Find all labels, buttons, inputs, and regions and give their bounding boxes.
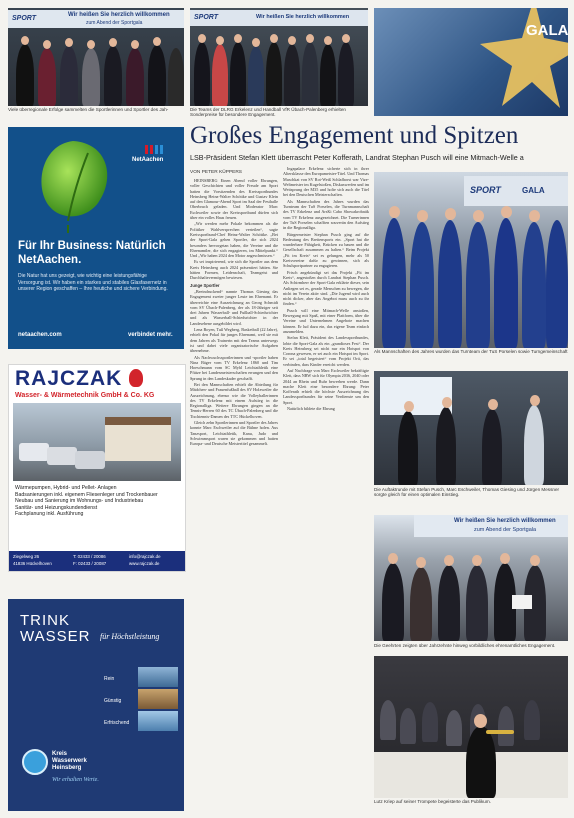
rajczak-address1: Ziegelweg 26	[13, 554, 40, 559]
article-paragraph: Gleich zehn Sportlerinnen und Sportler des Jahres konnte Marc Eschweiler auf die Bühne holen. Aus Tanzsport, Leichtathletik, Kanu, Judo und Schwimmsport waren sie gekommen und hatten Europa- und Deutsche Meistertitel gesammelt.	[190, 420, 278, 447]
water-drop-icon	[22, 749, 48, 775]
leaf-icon	[28, 133, 118, 233]
article-paragraph: Als Mannschaften des Jahres wurden das Turnteam der TuS Porselen, die Turnmannschaft des TV Erkelenz und ArsKi Cabo Showakrobatik vom TV Erkelenz ausgezeichnet. Die Turnerinnen der TuS Porselen schafften souverän den Aufstieg in die Regionalliga.	[283, 198, 369, 231]
article-column-2	[283, 166, 369, 812]
trinkwasser-photo-1	[138, 689, 178, 709]
trinkwasser-subtitle: für Höchstleistung	[100, 632, 160, 641]
honorees-banner-sub: zum Abend der Sportgala	[474, 527, 537, 533]
netaachen-slogan: verbindet mehr.	[128, 332, 173, 338]
netaachen-headline: Für Ihr Business: Natürlich NetAachen.	[18, 240, 166, 266]
photo-team-of-year	[374, 172, 568, 348]
caption-opening-round: Die Auftaktrunde mit Stefan Pusch, Marc Eschweiler, Thomas Giesing und Jürgen Messner sorgte gleich für einen optimalen Einstieg.	[374, 487, 560, 498]
top-caption-middle: Die Teams der DLRG Erkelenz und Handball VfR Übach-Palenberg erhielten Sonderpreise für besondere Engagement.	[190, 107, 346, 118]
photo-honorees	[374, 515, 568, 641]
rajczak-services	[15, 485, 181, 518]
top-photo-left	[8, 8, 184, 106]
certificate	[512, 595, 532, 609]
rajczak-service-0: Wärmepumpen, Hybrid- und Pellet- Anlagen	[15, 485, 117, 491]
ad-netaachen	[8, 127, 184, 349]
rajczak-service-4: Fachplanung inkl. Ausführung	[15, 511, 84, 518]
rajczak-flame-icon	[129, 369, 143, 387]
sport-logo-right: SPORT	[470, 185, 501, 195]
netaachen-brand: NetAachen	[132, 157, 164, 163]
caption-honorees: Die Geehrten zeigten über Jahrzehnte hinweg vorbildliches ehrenamtliches Engagement.	[374, 643, 556, 648]
trinkwasser-label-0: Rein	[104, 676, 115, 682]
photo-banner-right	[464, 176, 568, 206]
rajczak-service-3: Sanitär- und Heizungskundendienst	[15, 504, 98, 511]
article-byline: VON PETER KÜPPERS	[190, 170, 242, 175]
article-paragraph: Pusch will eine Mitmach-Welle anstoßen, Bewegung mit Spaß, mit einer Plattform, über die Vereine und Unternehmen Angebote machen können. Er lud dazu ein, das eigene Team einfach anzumelden.	[283, 307, 369, 334]
netaachen-body: Die Natur hat uns gezeigt, wie wichtig eine leistungsfähige Versorgung ist. Wir haben ein starkes und stabiles Glasfasernetz in unserer Region geschaffen – Ihre heutiche und sichere Verbindung.	[18, 273, 168, 292]
rajczak-address2: 41836 Hückelhoven	[13, 561, 52, 566]
article-paragraph: Als Nachwuchssportlerinnen und -sportler haben Nina Bäger vom TV Erkelenz 1860 und Tim Hoeschmann vom SC Myhl Leichtathletik eine Pfütze bei Landesmeisterschaften errungen und den Sprung in den Landeskader geschafft.	[190, 354, 278, 381]
rajczak-phone2: F: 02433 / 20087	[73, 561, 107, 566]
caption-trumpet: Lutz Kriep auf seiner Trompete begeisterte das Publikum.	[374, 799, 491, 804]
ad-trinkwasser	[8, 599, 184, 811]
article-paragraph: Es sei inspirierend, wie sich die Sportler aus dem Kreis Heinsberg auch 2024 präsentiert hätten. Sie hätten Formen, Leidenschaft, Teamgeist und Durchhaltevermögen bewiesen.	[190, 259, 278, 281]
article-paragraph: Bei den Mannschaften erhielt die Abteilung für Mädchen- und Frauenfußball des SV Holzweiler die Auszeichnung, ebenso wie die Volleyballerinnen des TV Erkelenz mit einem Aufstieg in die Regionalliga. Weitere Ehrungen gingen an die Tennis-Herren 60 des TC Übach-Palenberg und die Tischtennis-Damen des TTC Hückelhoven.	[190, 381, 278, 419]
rajczak-logo: RAJCZAK	[15, 367, 123, 390]
article-paragraph: Auf Nachfrage von Marc Eschweiler bekräftigte Klett, dass NRW sich für Olympia 2036, 2040 oder 2044 an Rhein und Ruhr bewerben werde. Dann mache Klett eine besondere Ehrung: Peter Kofferath erhielt die höchste Auszeichnung des Landessportbundes für seine Verdienste um den Sport.	[283, 367, 369, 405]
banner-text: Wir heißen Sie herzlich willkommen	[68, 12, 170, 18]
rajczak-web[interactable]: www.rajczak.de	[129, 561, 160, 566]
rajczak-email[interactable]: info@rajczak.de	[129, 554, 161, 559]
trinkwasser-label-2: Erfrischend	[104, 720, 130, 726]
article-headline: Großes Engagement und Spitzen	[190, 122, 519, 149]
article-paragraph: „Wir werden mehr Pokale bekommen als die Politiker Wahlversprechen verteilen“, sagte Kreissportbund-Chef Heinz-Walter Schöttke. „Bei der Sport-Gala gehen Sportler, die sich 2024 besonders hervorgetan haben, die Vereine und die Ehrenamtler, die sich engagieren, im Mittelpunkt.“ Und „Wir haben 2024 den Motor angeschmissen.“	[190, 221, 278, 259]
trinkwasser-label-1: Günstig	[104, 698, 122, 704]
photo-banner-honorees	[414, 515, 568, 537]
rajczak-service-1: Badsanierungen inkl. eigenem Fliesenleger und Trockenbauer	[15, 491, 158, 498]
article-paragraph: Frisch angekündigt sei das Projekt „Fit im Kreis“, angestoßen durch Landrat Stephan Pusch. Als Schirmherr der Sport-Gala erklärte dieser, sein Anliegen sei es, gerade Menschen zu bewegen, die nicht im Verein aktiv sind. „Die Jugend wird auch nicht dicker, aber das Angebot muss auch zu ihr finden.“	[283, 269, 369, 307]
article-subhead: Junge Sportler	[190, 282, 220, 288]
article-column-1	[190, 178, 278, 812]
article-paragraph: Bürgermeister Stephan Pusch ging auf die Bedeutung des Breitensports ein. „Sport hat die wunderbare Fähigkeit, Brücken zu bauen und die Gesellschaft zusammen zu halten.“ Beim Projekt „Fit im Kreis“ sei es gelungen, mehr als 50 Kreisvereine dafür zu gewinnen, sich als Schulsportpartner zu engagieren.	[283, 231, 369, 269]
trumpet-icon	[486, 730, 514, 734]
photo-opening-round	[374, 371, 568, 485]
rajczak-service-2: Neubau und Sanierung im Wohnungs- und Industriebau	[15, 498, 144, 505]
trinkwasser-photo-2	[138, 711, 178, 731]
article-paragraph: HEINSBERG Einen Abend voller Ehrungen, voller Geschichten und voller Freude am Sport hatten die Vorsitzenden des Kreissportbundes Heinsberg Heinz-Walter Schöttke und Gustav Klein auf den Glamour-Abend Sport im Saal der Festhalle Oberbruch geladen. Und Moderator Marc Eschweiler sowie der Kreissportbund dürfen sich über ein volles Haus freuen.	[190, 178, 278, 221]
article-paragraph: „Beeindruckend“ nannte Thomas Giesing das Engagement zweier junger Leute im Ehrenamt. Er überreichte eine Auszeichnung an Georg Schmidt vom SV Übach-Palenberg, der als 18-Jähriger seit drei Jahren Wasserball- und Fußball-Schiedsrichter und als Wasserball-Schiedsrichter in der Landesebene ausgebildet wird.	[190, 288, 278, 326]
honorees-banner-text: Wir heißen Sie herzlich willkommen	[454, 518, 556, 524]
trinkwasser-logo-name: Kreis Wasserwerk Heinsberg	[52, 751, 87, 771]
gala-text: GALA	[526, 22, 568, 39]
trinkwasser-tagline: Wir erhalten Werte.	[52, 777, 99, 783]
photo-banner-middle	[190, 10, 368, 26]
article-paragraph: Natürlich bildete die Ehrung	[287, 406, 335, 412]
rajczak-phone1: T: 02433 / 20086	[73, 554, 106, 559]
trinkwasser-photo-0	[138, 667, 178, 687]
article-paragraph: Stefan Klett, Präsident des Landessportbundes, lobte die Sport-Gala als ein „grandioses Fest“. Der Kreis Heinsberg sei nicht nur ein Hotspot von Corona gewesen, er sei auch ein Hotspot im Sport. Er sei „total begeistert“ vom Projekt Orti, das verbinden, dass Kinder erreicht werden.	[283, 335, 369, 367]
caption-team-of-year: Als Mannschaften des Jahres wurden das Turnteam der TuS Porselen sowie Turngemeinschaft	[374, 349, 568, 354]
gala-logo-right: GALA	[522, 186, 545, 195]
sport-logo-middle: SPORT	[194, 14, 218, 21]
trinkwasser-title: TRINK WASSER	[20, 612, 91, 645]
sport-logo: SPORT	[12, 15, 36, 22]
netaachen-url[interactable]: netaachen.com	[18, 332, 62, 338]
top-photo-middle	[190, 8, 368, 106]
photo-banner	[8, 10, 184, 28]
top-photo-right-gala	[374, 8, 568, 116]
article-paragraph: Lena Boyen, Tuß Wegberg, Basketball (22 Jahre), erhielt den Pokal für junges Ehrenamt, weil sie mit dem Jahren als Trainerin mit den Teams unterwegs ist und dabei viele organisatorische Aufgaben übernehme.	[190, 327, 278, 354]
rajczak-photo	[13, 403, 181, 481]
ad-rajczak	[8, 364, 186, 572]
article-subheadline: LSB-Präsident Stefan Klett überrascht Peter Kofferath, Landrat Stephan Pusch will eine Mitmach-Welle a	[190, 153, 524, 162]
rajczak-subtitle: Wasser- & Wärmetechnik GmbH & Co. KG	[15, 392, 155, 399]
banner-text-middle: Wir heißen Sie herzlich willkommen	[256, 14, 350, 20]
rajczak-footer	[9, 551, 185, 571]
banner-subtext: zum Abend der Sportgala	[86, 20, 143, 26]
top-caption-left: Viele überregionale Erfolge sammelten die Sportlerinnen und Sportler des Jah-	[8, 107, 169, 112]
photo-trumpet	[374, 656, 568, 798]
article-paragraph: Ingapalace Erkelenz sicherte sich in ihrer Altersklasse den Europameister-Titel. Und Thomas Muschkat von SV Rot-Weiß Schlafhorst war Vize-Weltmeister im Kugelstoßen, Diskuswerfen und im Weitsprung der M35 und holte sich auch die Titel bei den Deutschen Meisterschaften.	[283, 166, 369, 198]
